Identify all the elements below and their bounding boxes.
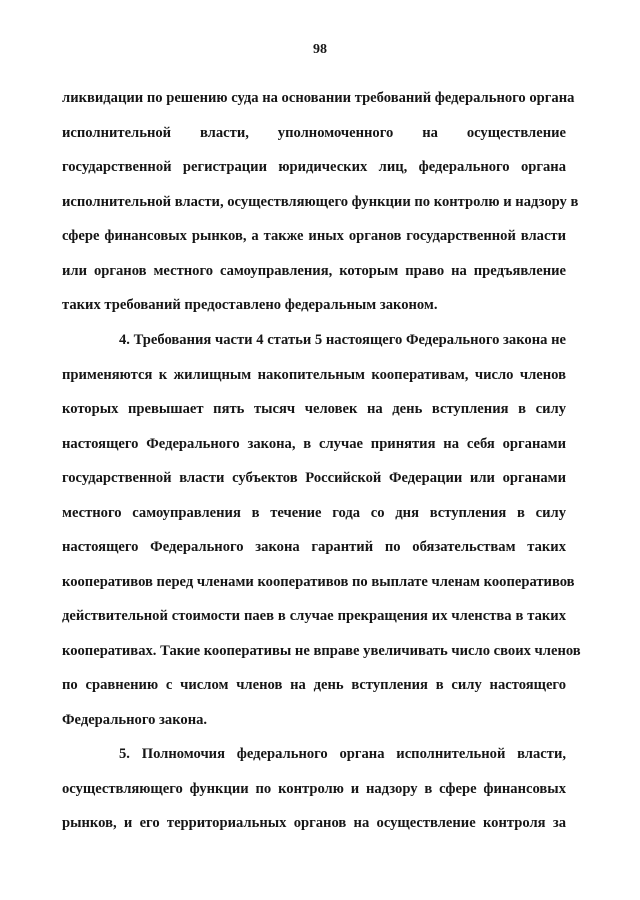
page-number: 98	[313, 42, 327, 57]
text-line: настоящего Федерального закона, в случае принятия на себя органами	[62, 436, 566, 452]
text-line: рынков, и его территориальных органов на осуществление контроля за	[62, 815, 566, 831]
text-line: таких требований предоставлено федеральным законом.	[62, 297, 438, 313]
paragraph-start-line: 4. Требования части 4 статьи 5 настоящего Федерального закона не	[119, 332, 566, 348]
text-line: сфере финансовых рынков, а также иных органов государственной власти	[62, 228, 566, 244]
paragraph-start-line: 5. Полномочия федерального органа исполнительной власти,	[119, 746, 566, 762]
text-line: государственной регистрации юридических лиц, федерального органа	[62, 159, 566, 175]
text-line: настоящего Федерального закона гарантий по обязательствам таких	[62, 539, 566, 555]
text-line: исполнительной власти, осуществляющего функции по контролю и надзору в	[62, 194, 579, 210]
text-line: или органов местного самоуправления, которым право на предъявление	[62, 263, 566, 279]
text-line: которых превышает пять тысяч человек на день вступления в силу	[62, 401, 566, 417]
text-line: местного самоуправления в течение года со дня вступления в силу	[62, 505, 566, 521]
text-line: Федерального закона.	[62, 712, 208, 728]
text-line: кооперативов перед членами кооперативов по выплате членам кооперативов	[62, 574, 575, 590]
text-line: исполнительной власти, уполномоченного на осуществление	[62, 125, 566, 141]
text-line: осуществляющего функции по контролю и надзору в сфере финансовых	[62, 781, 566, 797]
text-line: по сравнению с числом членов на день вступления в силу настоящего	[62, 677, 566, 693]
text-line: кооперативах. Такие кооперативы не вправе увеличивать число своих членов	[62, 643, 581, 659]
text-line: действительной стоимости паев в случае прекращения их членства в таких	[62, 608, 566, 624]
text-line: государственной власти субъектов Российской Федерации или органами	[62, 470, 566, 486]
text-line: ликвидации по решению суда на основании требований федерального органа	[62, 90, 575, 106]
text-line: применяются к жилищным накопительным кооперативам, число членов	[62, 367, 566, 383]
